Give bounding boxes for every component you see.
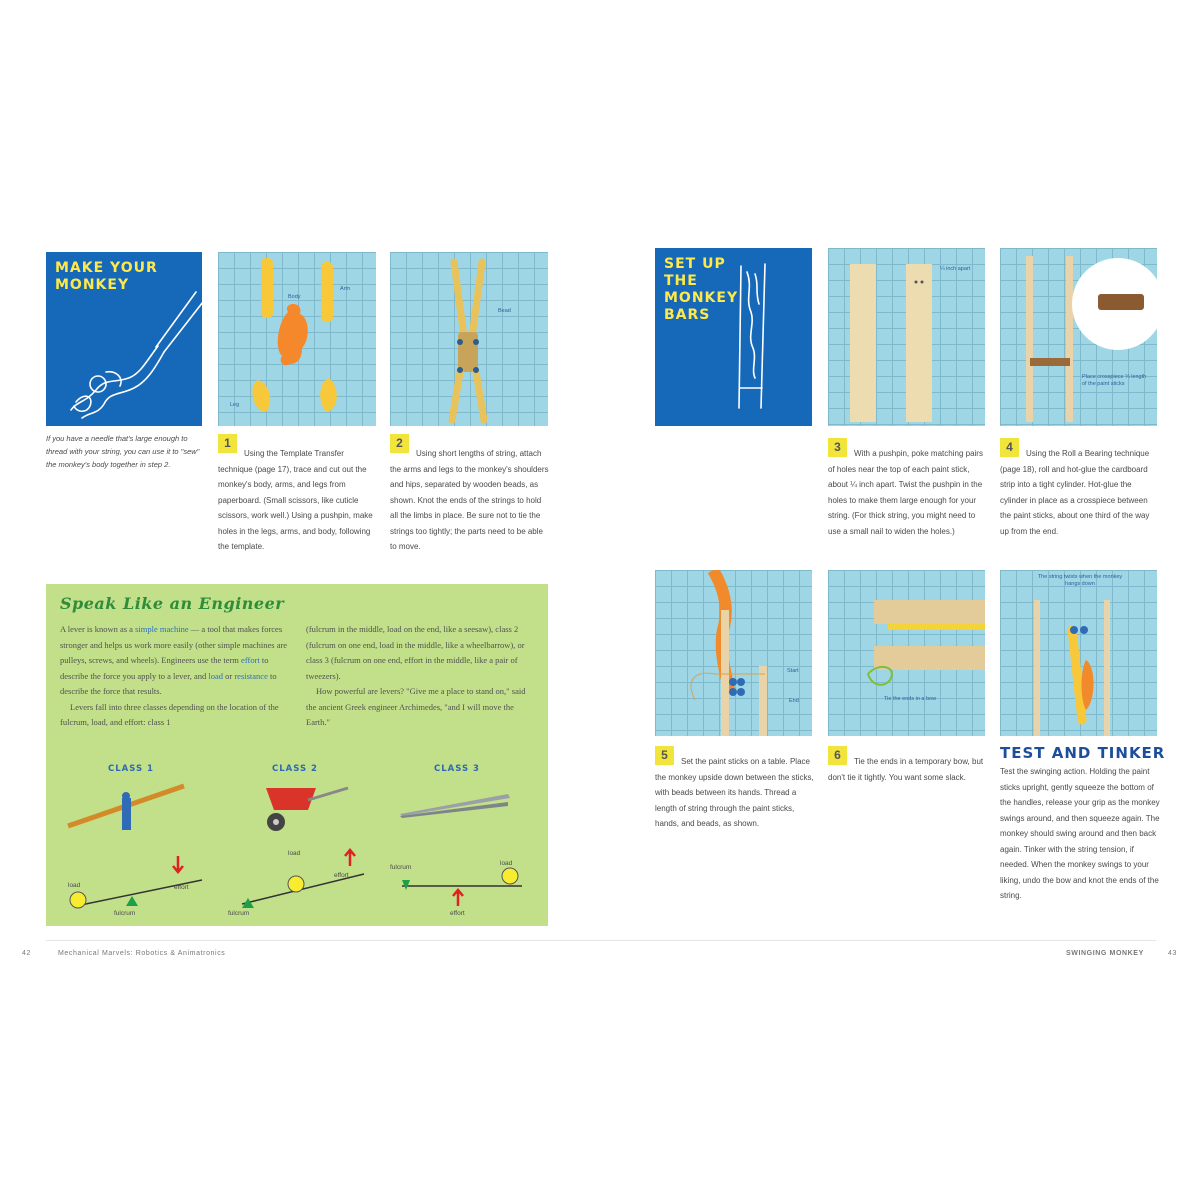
- engineer-col1-b: — a tool that makes forces stronger and helps us work more easily (other simple machines are pulleys, screws, and wheels). Engineers use the term: [60, 624, 288, 665]
- holes-annotation: ¼ inch apart: [940, 266, 971, 272]
- class-2-fulcrum-label: fulcrum: [228, 910, 250, 917]
- monkey-parts-photo: [218, 252, 376, 426]
- engineer-col1-e: to describe the force that results.: [60, 670, 277, 696]
- class-2-load-label: load: [288, 850, 301, 857]
- assembled-monkey-illustration: [390, 252, 548, 426]
- engineer-col1-d: or: [223, 670, 235, 681]
- twist-annotation: The string twists when the monkey hangs down: [1037, 574, 1123, 587]
- speak-like-engineer-box: [46, 584, 548, 926]
- class-3-load-label: load: [500, 860, 513, 867]
- right-running-footer: SWINGING MONKEY: [1066, 950, 1144, 957]
- crosspiece-annotation: Place crosspiece ⅓ length of the paint sticks: [1082, 374, 1147, 387]
- swinging-monkey-photo: [1000, 570, 1157, 736]
- paint-sticks-illustration: [828, 248, 985, 426]
- load-term: load: [208, 670, 223, 681]
- simple-machine-term: simple machine: [135, 624, 189, 634]
- class-2-label: CLASS 2: [272, 764, 318, 774]
- class-1-load-label: load: [68, 882, 81, 889]
- right-page-number: 43: [1168, 950, 1177, 957]
- effort-term: effort: [241, 655, 260, 665]
- left-page-number: 42: [22, 950, 31, 957]
- class-2-effort-label: effort: [334, 872, 349, 879]
- engineer-col2: [306, 622, 534, 731]
- class-3-label: CLASS 3: [434, 764, 480, 774]
- test-and-tinker-text: Test the swinging action. Holding the paint sticks upright, gently squeeze the bottom of the handles, release your grip as the monkey swings around, and then squeeze again. The monkey should swing around and then back again. Tinker with the string tension, if needed. When the monkey swings to your liking, undo the bow and knot the ends of the string.: [1000, 767, 1160, 900]
- step-1-text: [218, 446, 376, 555]
- step-3-text: [828, 446, 988, 539]
- step-4-body: Using the Roll a Bearing technique (page 18), roll and hot-glue the cardboard strip into a tight cylinder. Hot-glue the cylinder in place as a crosspiece between the paint sticks, about one third of the way up from the end.: [1000, 449, 1150, 536]
- swinging-monkey-illustration: [1000, 570, 1157, 736]
- engineer-col2-p2: How powerful are levers? "Give me a place to stand on," said the ancient Greek engineer Archimedes, "and I will move the Earth.": [306, 686, 526, 727]
- crosspiece-illustration: [1000, 248, 1157, 426]
- left-running-footer: Mechanical Marvels: Robotics & Animatronics: [58, 950, 226, 957]
- engineer-col1: [60, 622, 292, 731]
- tweezers-icon: [396, 788, 516, 828]
- monkey-outline-icon: [46, 252, 202, 426]
- end-annotation: End: [789, 698, 799, 704]
- wheelbarrow-icon: [256, 780, 356, 840]
- label-leg: Leg: [230, 402, 240, 408]
- label-body: Body: [288, 294, 301, 300]
- crosspiece-photo: [1000, 248, 1157, 426]
- set-up-monkey-bars-heading: SET UP THE MONKEY BARS: [664, 256, 739, 323]
- class-3-effort-label: effort: [450, 910, 465, 917]
- engineer-col1-p2: Levers fall into three classes depending on the location of the fulcrum, load, and effort: class 1: [60, 701, 279, 727]
- step-5-badge: 5: [655, 746, 674, 765]
- seesaw-icon: [62, 780, 192, 840]
- step-2-badge: 2: [390, 434, 409, 453]
- make-your-monkey-title-box: [46, 252, 202, 426]
- step-6-text: [828, 754, 986, 785]
- step-6-badge: 6: [828, 746, 847, 765]
- step-5-text: [655, 754, 815, 832]
- class-3-fulcrum-label: fulcrum: [390, 864, 412, 871]
- set-up-monkey-bars-title-box: [655, 248, 812, 426]
- class-1-effort-label: effort: [174, 884, 189, 891]
- step-1-badge: 1: [218, 434, 237, 453]
- resistance-term: resistance: [234, 670, 268, 681]
- needle-tip-text: If you have a needle that's large enough to thread with your string, you can use it to "sew" the monkey's body together in step 2.: [46, 434, 200, 469]
- class-1-label: CLASS 1: [108, 764, 154, 774]
- make-your-monkey-heading: MAKE YOUR MONKEY: [55, 260, 158, 293]
- paint-sticks-photo: [828, 248, 985, 426]
- start-annotation: Start: [787, 668, 799, 674]
- step-3-body: With a pushpin, poke matching pairs of holes near the top of each paint stick, about ¼ inch apart. Twist the pushpin in the holes to make them large enough for your string. (For thick string, you might need to use a small nail to widen the holes.): [828, 449, 983, 536]
- monkey-parts-illustration: [218, 252, 376, 426]
- class-1-fulcrum-label: fulcrum: [114, 910, 136, 917]
- step-6-body: Tie the ends in a temporary bow, but don't tie it tightly. You want some slack.: [828, 757, 984, 782]
- label-arm: Arm: [340, 286, 351, 292]
- engineer-title: Speak Like an Engineer: [60, 594, 285, 613]
- class-3-lever-diagram: [392, 846, 532, 916]
- engineer-col1-c: to describe the force you apply to a lever, and: [60, 655, 269, 681]
- class-1-lever-diagram: [62, 848, 212, 918]
- step-5-body: Set the paint sticks on a table. Place the monkey upside down between the sticks, with beads between its hands. Thread a length of string through the paint sticks, hands, and beads, as shown.: [655, 757, 814, 828]
- assembled-monkey-photo: [390, 252, 548, 426]
- engineer-col1-a: A lever is known as a: [60, 624, 136, 634]
- step-1-body: Using the Template Transfer technique (page 17), trace and cut out the monkey's body, arms, and legs from paperboard. (Small scissors, like cuticle scissors, work well.) Using a pushpin, make holes in the legs, arms, and body, following the template.: [218, 449, 373, 551]
- step-2-body: Using short lengths of string, attach the arms and legs to the monkey's shoulders and hips, separated by wooden beads, as shown. Knot the ends of the strings to hold all the limbs in place. Be sure not to tie the strings too tightly; the parts need to be able to move.: [390, 449, 549, 551]
- step-2-text: [390, 446, 550, 555]
- threading-illustration: [655, 570, 812, 736]
- monkey-bars-outline-icon: [655, 248, 812, 426]
- test-and-tinker-heading: TEST AND TINKER: [1000, 744, 1166, 762]
- footer-rule: [46, 940, 1156, 941]
- bow-photo: [828, 570, 985, 736]
- step-4-badge: 4: [1000, 438, 1019, 457]
- bow-illustration: [828, 570, 985, 736]
- bow-annotation: Tie the ends in a bow: [884, 696, 937, 702]
- label-bead: Bead: [498, 308, 511, 314]
- class-2-lever-diagram: [226, 846, 376, 916]
- engineer-col2-p1: (fulcrum in the middle, load on the end, like a seesaw), class 2 (fulcrum on one end, load in the middle, like a wheelbarrow), or class 3 (fulcrum on one end, effort in the middle, like a pair of tweezers).: [306, 624, 525, 681]
- step-3-badge: 3: [828, 438, 847, 457]
- threading-photo: [655, 570, 812, 736]
- step-4-text: [1000, 446, 1160, 539]
